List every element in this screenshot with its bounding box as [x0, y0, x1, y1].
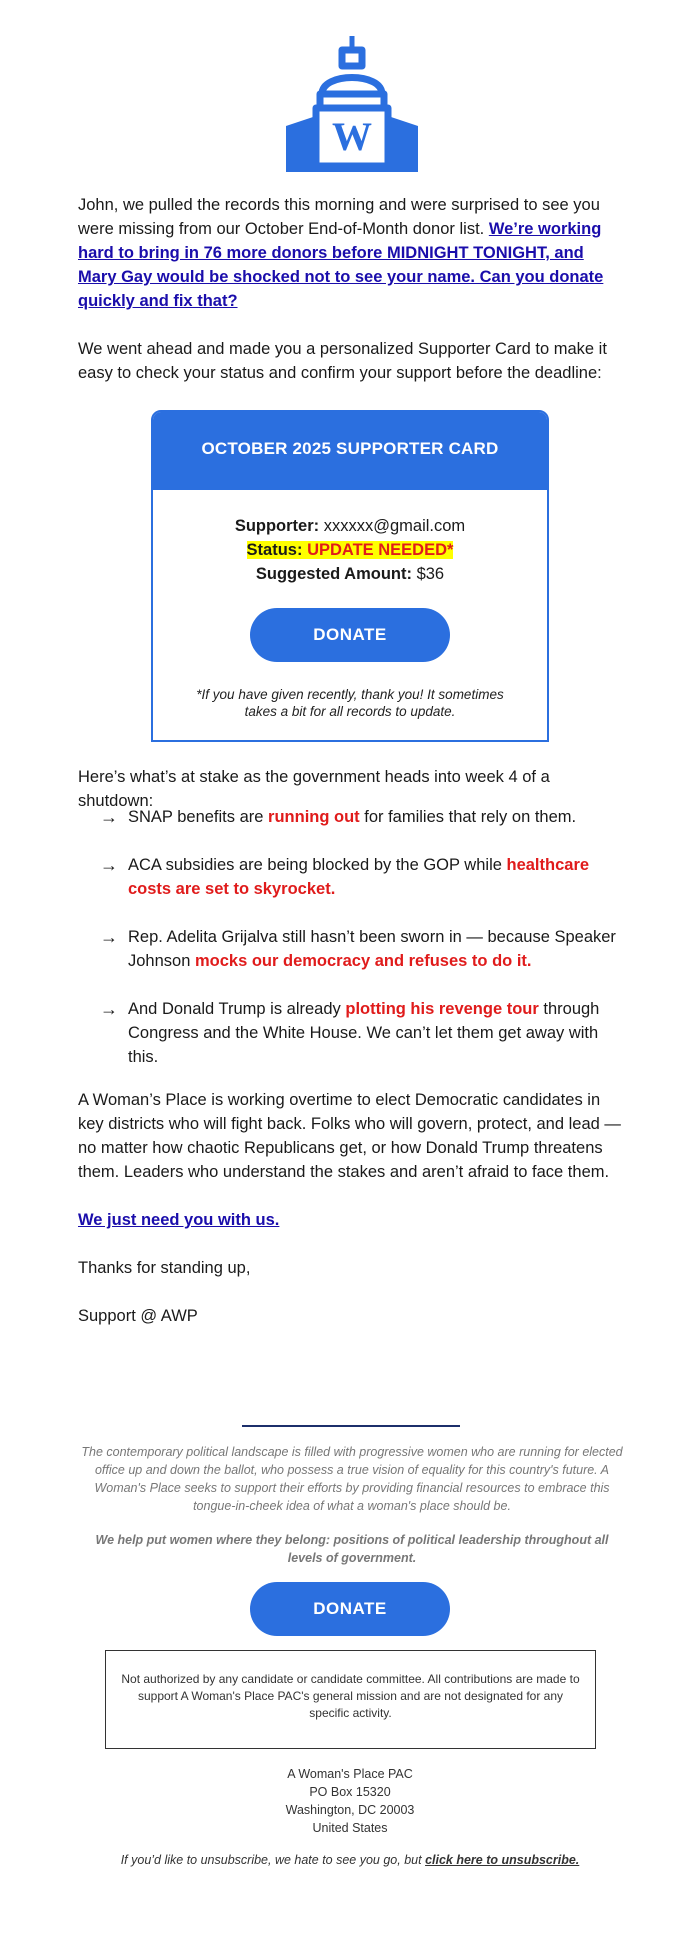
card-donate-button[interactable]: DONATE — [250, 608, 450, 662]
supporter-email: xxxxxx@gmail.com — [319, 517, 466, 535]
amount-label: Suggested Amount: — [255, 565, 412, 583]
status-value: UPDATE NEEDED* — [307, 541, 454, 559]
footer-about: The contemporary political landscape is filled with progressive women who are running for elected office up and down the ballot, who possess a true vision of equality for this country's future. A Woman's Place seeks to support their efforts by providing financial resources to embrace this tongue-in-cheek idea of what a woman's place should be. — [81, 1445, 623, 1513]
footer-donate-button[interactable]: DONATE — [250, 1582, 450, 1636]
status-line — [153, 538, 547, 562]
bullet-highlight: healthcare costs are set to skyrocket. — [128, 856, 590, 898]
status-label: Status: — [246, 541, 308, 559]
intro-lead: John, we pulled the records this morning and were surprised to see you were missing from our October End-of-Month donor list. — [78, 196, 600, 238]
list-item — [100, 997, 620, 1069]
join-us-link[interactable]: We just need you with us. — [78, 1211, 280, 1229]
bullet-text-end: through Congress and the White House. We can’t let them get away with this. — [128, 1000, 600, 1066]
unsubscribe-line — [0, 1853, 700, 1867]
list-item — [100, 853, 620, 901]
arrow-icon: → — [100, 999, 118, 1019]
footer-mission: We help put women where they belong: positions of political leadership throughout all levels of government. — [95, 1533, 609, 1565]
stakes-intro: Here’s what’s at stake as the government heads into week 4 of a shutdown: — [78, 768, 550, 810]
mailing-address — [0, 1765, 700, 1837]
list-item — [100, 805, 620, 829]
bullet-text-end: for families that rely on them. — [359, 808, 577, 826]
intro-paragraph — [78, 193, 626, 313]
address-line: A Woman's Place PAC — [287, 1767, 413, 1781]
bullet-text: Rep. Adelita Grijalva still hasn’t been sworn in — because Speaker Johnson — [128, 928, 616, 970]
closing-section — [78, 1088, 626, 1352]
supporter-card-body — [153, 490, 547, 720]
bullet-text: SNAP benefits are — [128, 808, 269, 826]
status-badge — [247, 541, 454, 559]
bullet-text: ACA subsidies are being blocked by the GOP while — [128, 856, 507, 874]
signature: Support @ AWP — [78, 1307, 198, 1325]
list-item — [100, 925, 620, 973]
arrow-icon: → — [100, 807, 118, 827]
svg-text:W: W — [332, 114, 372, 159]
legal-disclaimer: Not authorized by any candidate or candidate committee. All contributions are made to support A Woman's Place PAC's general mission and are not designated for any specific activity. — [105, 1650, 596, 1749]
thanks-line: Thanks for standing up, — [78, 1259, 251, 1277]
address-line: PO Box 15320 — [309, 1785, 391, 1799]
supporter-card-title: OCTOBER 2025 SUPPORTER CARD — [153, 412, 547, 490]
arrow-icon: → — [100, 927, 118, 947]
unsubscribe-link[interactable]: click here to unsubscribe. — [425, 1853, 580, 1867]
bullet-highlight: mocks our democracy and refuses to do it. — [194, 952, 532, 970]
address-line: United States — [312, 1821, 388, 1835]
bullet-highlight: plotting his revenge tour — [345, 1000, 539, 1018]
card-footnote: *If you have given recently, thank you! It sometimes takes a bit for all records to update. — [196, 687, 504, 719]
supporter-line — [153, 514, 547, 538]
amount-line — [153, 562, 547, 586]
supporter-card-intro: We went ahead and made you a personalized Supporter Card to make it easy to check your status and confirm your support before the deadline: — [78, 340, 607, 382]
stakes-list — [100, 805, 620, 1093]
awp-capitol-logo-icon — [282, 32, 422, 174]
closing-paragraph: A Woman’s Place is working overtime to elect Democratic candidates in key districts who will fight back. Folks who will govern, protect, and lead — no matter how chaotic Republicans get, or how Donald Trump threatens them. Leaders who understand the stakes and aren’t afraid to face them. — [78, 1091, 621, 1181]
amount-value: $36 — [412, 565, 445, 583]
supporter-label: Supporter: — [234, 517, 320, 535]
address-line: Washington, DC 20003 — [285, 1803, 415, 1817]
footer-divider — [242, 1425, 460, 1427]
bullet-highlight: running out — [268, 808, 360, 826]
supporter-card — [151, 410, 549, 742]
donate-cta-link[interactable]: We’re working hard to bring in 76 more donors before MIDNIGHT TONIGHT, and Mary Gay would be shocked not to see your name. Can you donate quickly and fix that? — [78, 220, 604, 310]
arrow-icon: → — [100, 855, 118, 875]
bullet-text: And Donald Trump is already — [128, 1000, 346, 1018]
unsubscribe-text: If you’d like to unsubscribe, we hate to see you go, but — [120, 1853, 426, 1867]
